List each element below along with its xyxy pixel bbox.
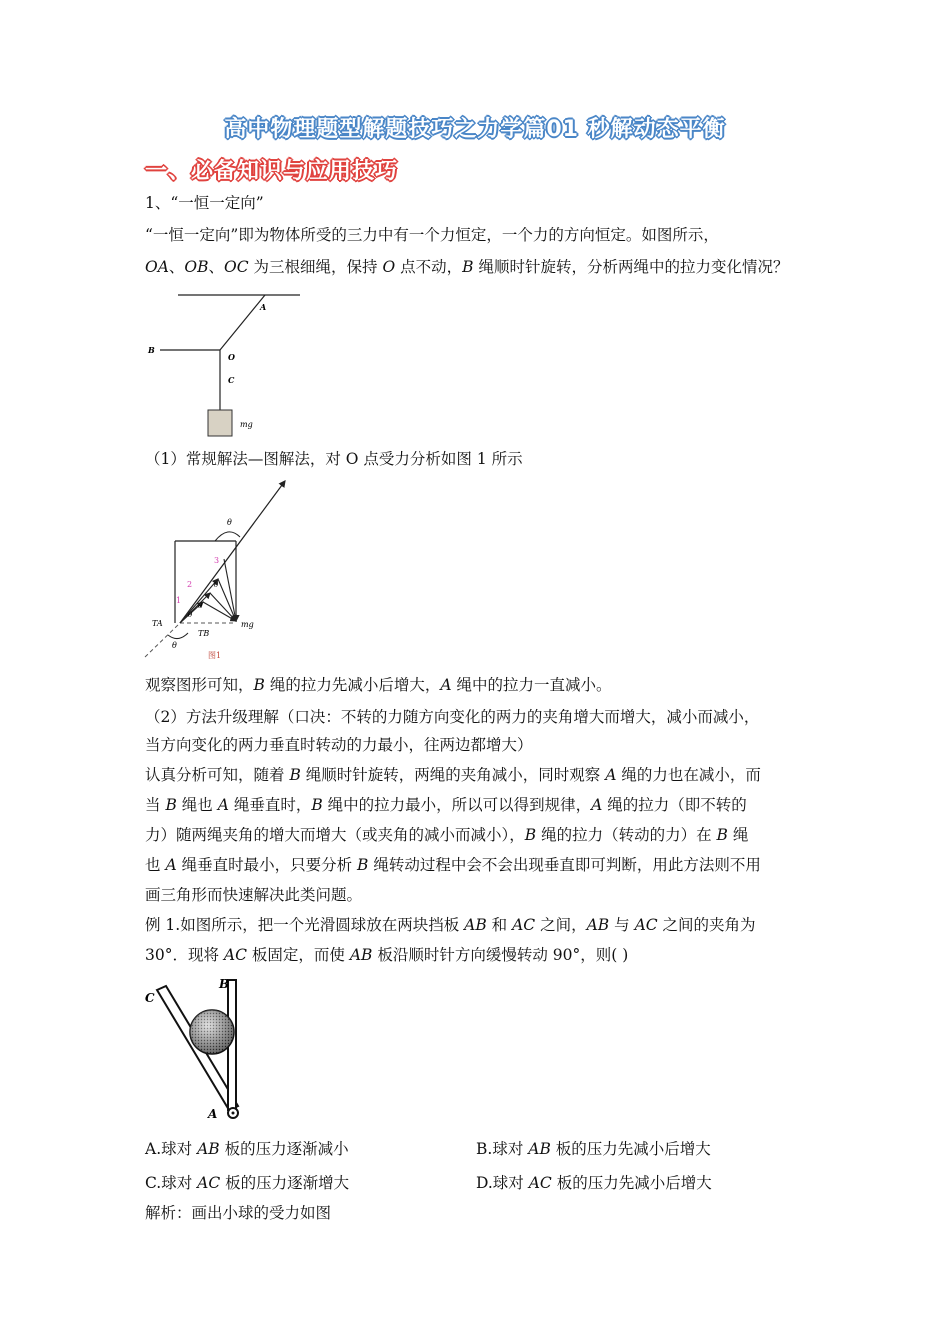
analysis-line-3: 力）随两绳夹角的增大而增大（或夹角的减小而减小），B 绳的拉力（转动的力）在 B 绳 bbox=[145, 826, 749, 844]
method-1: （1）常规解法—图解法，对 O 点受力分析如图 1 所示 bbox=[145, 450, 523, 468]
label-o: O bbox=[228, 352, 235, 362]
theta-3: θ bbox=[214, 581, 219, 589]
example-line-2: 30°．现将 AC 板固定，而使 AB 板沿顺时针方向缓慢转动 90°，则( ) bbox=[145, 946, 629, 964]
method-2-line-2: 当方向变化的两力垂直时转动的力最小，往两边都增大） bbox=[145, 736, 533, 754]
ball-boards-figure bbox=[140, 970, 250, 1125]
intro-line-2: OA、OB、OC 为三根细绳，保持 O 点不动，B 绳顺时针旋转，分析两绳中的拉力变化情况？ bbox=[145, 258, 789, 276]
option-c: C.球对 AC 板的压力逐渐增大 bbox=[145, 1174, 350, 1192]
figure-caption: 图1 bbox=[208, 651, 222, 660]
theta-top: θ bbox=[227, 518, 232, 527]
section-heading: 一、必备知识与应用技巧 bbox=[145, 159, 399, 184]
label-tb: TB bbox=[198, 629, 210, 638]
theta-2: θ bbox=[198, 602, 203, 610]
label-mg: mg bbox=[240, 420, 253, 429]
rope-figure bbox=[140, 285, 310, 440]
number-1: 1 bbox=[176, 596, 182, 605]
number-2: 2 bbox=[187, 580, 193, 589]
label-b: B bbox=[148, 345, 155, 355]
label-ta: TA bbox=[152, 619, 163, 628]
method-2-line-1: （2）方法升级理解（口决：不转的力随方向变化的两力的夹角增大而增大，减小而减小， bbox=[145, 708, 760, 726]
analysis-line-5: 画三角形而快速解决此类问题。 bbox=[145, 886, 363, 904]
theta-bottom: θ bbox=[172, 641, 177, 650]
theta-1: θ bbox=[188, 611, 193, 619]
label-c: C bbox=[228, 375, 235, 385]
analysis-line-4: 也 A 绳垂直时最小，只要分析 B 绳转动过程中会不会出现垂直即可判断，用此方法则不用 bbox=[145, 856, 761, 874]
force-diagram bbox=[140, 475, 300, 670]
label-mg2: mg bbox=[241, 620, 254, 629]
option-a: A.球对 AB 板的压力逐渐减小 bbox=[145, 1140, 349, 1158]
label-a3: A bbox=[208, 1107, 218, 1121]
solution-intro: 解析：画出小球的受力如图 bbox=[145, 1204, 332, 1222]
example-line-1: 例 1.如图所示，把一个光滑圆球放在两块挡板 AB 和 AC 之间，AB 与 AC 之间的夹角为 bbox=[145, 916, 756, 934]
number-3: 3 bbox=[214, 556, 220, 565]
analysis-line-1: 认真分析可知，随着 B 绳顺时针旋转，两绳的夹角减小，同时观察 A 绳的力也在减小，而 bbox=[145, 766, 761, 784]
label-b3: B bbox=[219, 977, 230, 991]
analysis-line-2: 当 B 绳也 A 绳垂直时，B 绳中的拉力最小，所以可以得到规律，A 绳的拉力（即不转的 bbox=[145, 796, 747, 814]
option-d: D.球对 AC 板的压力先减小后增大 bbox=[476, 1174, 712, 1192]
label-c3: C bbox=[145, 991, 155, 1005]
intro-line-1: “一恒一定向”即为物体所受的三力中有一个力恒定，一个力的方向恒定。如图所示， bbox=[145, 226, 719, 244]
observation: 观察图形可知，B 绳的拉力先减小后增大，A 绳中的拉力一直减小。 bbox=[145, 676, 612, 694]
document-title: 高中物理题型解题技巧之力学篇01 秒解动态平衡 bbox=[224, 117, 726, 142]
label-a: A bbox=[260, 302, 267, 312]
item-label: 1、“一恒一定向” bbox=[145, 194, 264, 212]
option-b: B.球对 AB 板的压力先减小后增大 bbox=[476, 1140, 711, 1158]
